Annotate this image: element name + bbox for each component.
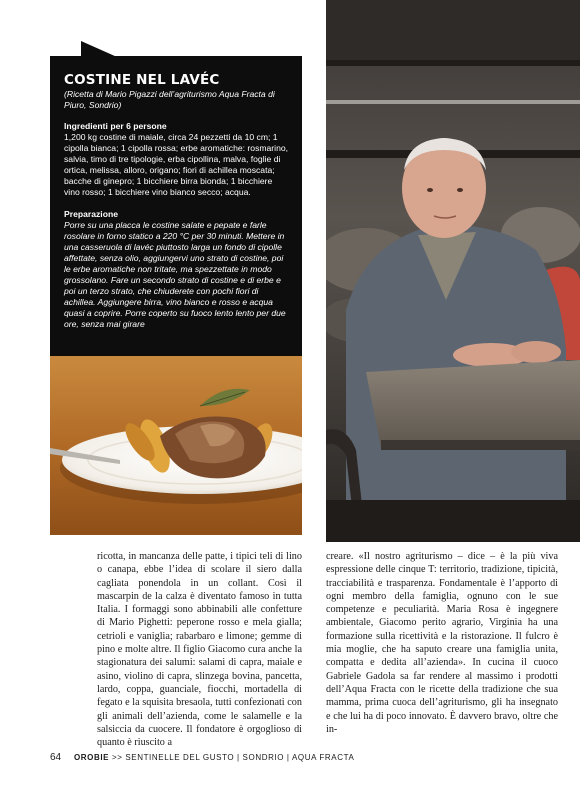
- article-text-left: ricotta, in mancanza delle patte, i tipici teli di lino o canapa, ebbe l’idea di scolare il siero dalla cagliata ponendola in un collant. Così il mascarpin de la calza è diventato famoso in tutta Italia. I formaggi sono abbinabili alle confetture di Mario Pighetti: peperone rosso e mela gialla; cetrioli e vaniglia; rabarbaro e limone; gemme di pino e molte altre. Il figlio Giacomo cura anche la stagionatura dei salumi: salami di capra, maiale e asino, violino di capra, slinzega bovina, pancetta, lardo, coppa, guanciale, fiocchi, mortadella di fegato e la squisita bresaola, tutti confezionati con gli animali dell’azienda, come le salamelle e la salsiccia da cuocere. Il fondatore è orgoglioso di quanto è riuscito a: [97, 551, 302, 749]
- page-footer: [50, 752, 354, 763]
- magazine-name: OROBIE: [73, 753, 110, 762]
- recipe-box: [50, 56, 302, 356]
- recipe-box-tab: [81, 41, 117, 57]
- article-column-left: [97, 550, 302, 749]
- ingredients-text: 1,200 kg costine di maiale, circa 24 pezzetti da 10 cm; 1 cipolla bianca; 1 cipolla rossa; erbe aromatiche: rosmarino, salvia, timo di tre tipologie, erba cipollina, malva, foglie di ortica, melissa, alloro, origano; fiori di achillea moscata; bacche di ginepro; 1 bicchiere birra bionda; 1 bicchiere vino rosso; 1 bicchiere vino bianco secco; acqua.: [64, 132, 289, 197]
- preparation-heading: Preparazione: [64, 209, 118, 219]
- recipe-credit: (Ricetta di Mario Pigazzi dell’agriturismo Aqua Fracta di Piuro, Sondrio): [64, 89, 275, 110]
- section-breadcrumb: >> SENTINELLE DEL GUSTO | SONDRIO | AQUA FRACTA: [111, 753, 355, 762]
- portrait-photo: [326, 0, 580, 542]
- ingredients-heading: Ingredienti per 6 persone: [64, 121, 167, 131]
- food-photo: [50, 356, 302, 535]
- preparation-text: Porre su una placca le costine salate e pepate e farle rosolare in forno statico a 220 °C per 30 minuti. Mettere in una casseruola di lavéc piuttosto larga un fondo di cipolle affettate, senza olio, aggiungervi uno strato di costine, poi le erbe aromatiche non tritate, ma spezzettate in modo grossolano. Fare un secondo strato di costine e di erbe e poi un terzo strato, che chiuderete con pochi fiori di achillea. Aggiungere birra, vino bianco e rosso e acqua quasi a coprire. Porre coperto su fuoco lento lento per due ore, senza mai girare: [64, 220, 286, 329]
- article-column-right: [326, 550, 558, 736]
- article-text-right: creare. «Il nostro agriturismo – dice – è la più viva espressione delle cinque T: territorio, tradizione, tipicità, tracciabilità e trasparenza. Fondamentale è l’apporto di ogni membro della famiglia, ognuno con le sue competenze e peculiarità. Maria Rosa è ingegnere ambientale, Giacomo perito agrario, Virginia ha una formazione sulla ricettività e la ristorazione. Il fulcro è mia moglie, che ha saputo creare una famiglia unita, compatta e dedita all’azienda». In cucina il cuoco Gabriele Gadola sa far rendere al massimo i prodotti dell’Aqua Fracta con le ricette della tradizione che sua mamma, prima cuoca dell’agriturismo, gli ha insegnato e che lui ha di poco innovato. È davvero bravo, oltre che in-: [326, 551, 558, 735]
- recipe-title: COSTINE NEL LAVÉC: [64, 72, 220, 88]
- page-number: 64: [50, 752, 62, 763]
